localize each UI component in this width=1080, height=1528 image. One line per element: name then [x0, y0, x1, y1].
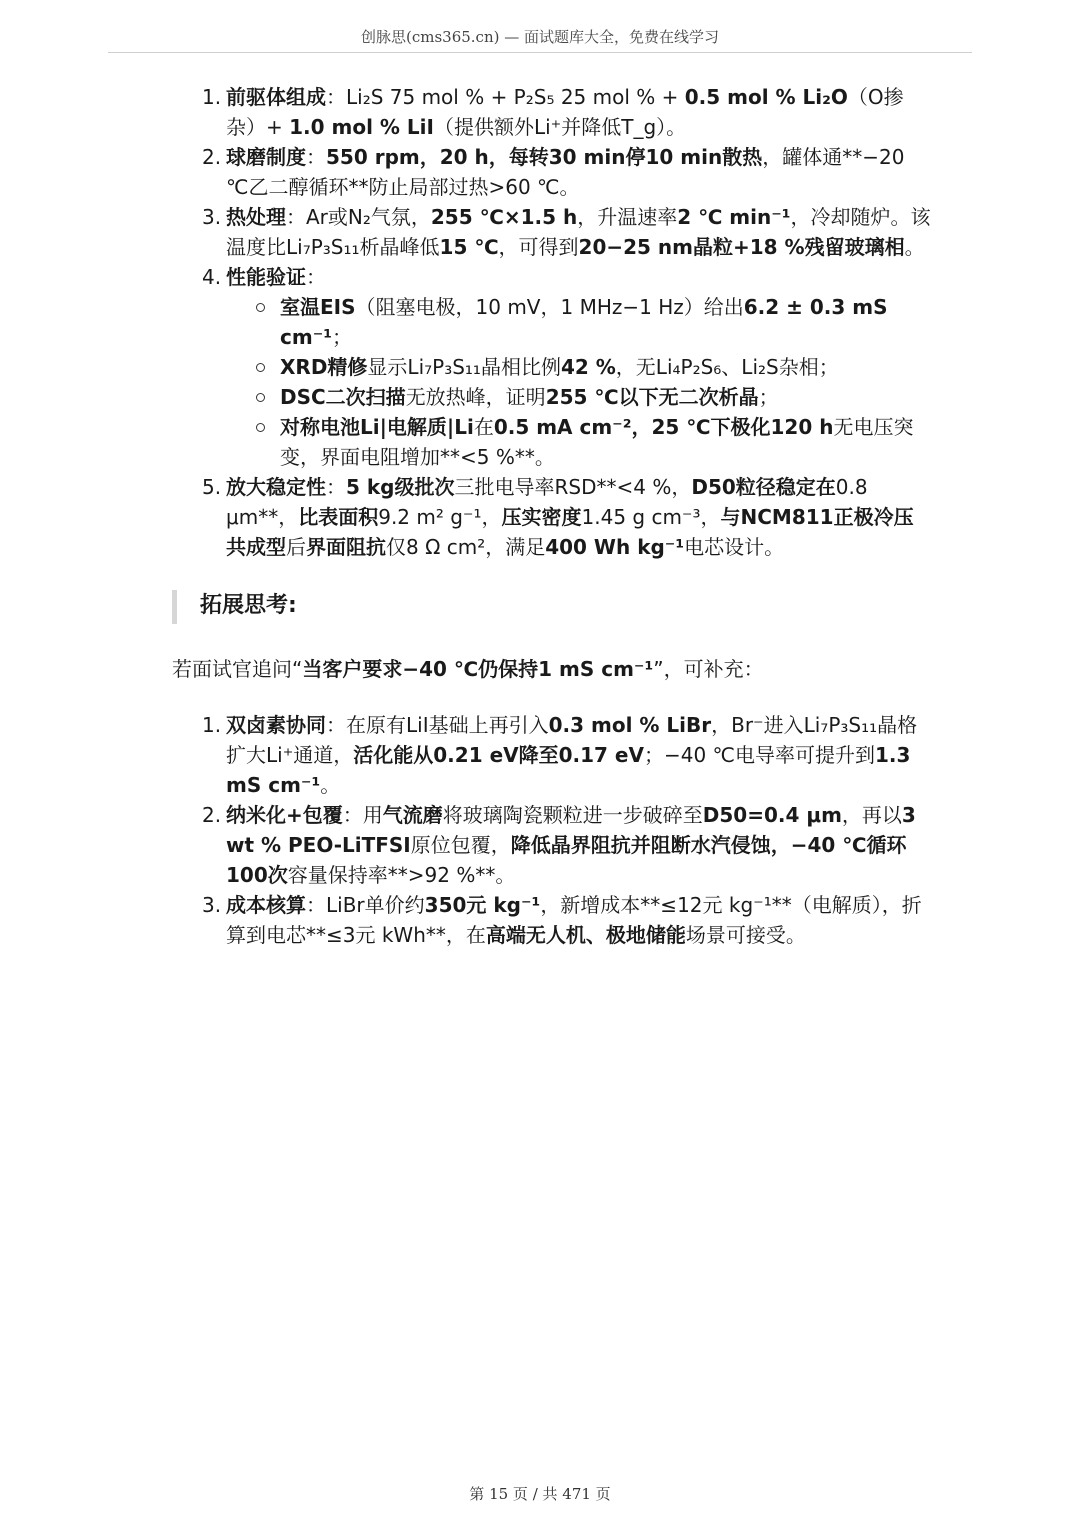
list-item: [172, 82, 932, 142]
procedure-list: [172, 82, 932, 562]
bold-text: 0.5 mol % Li₂O: [684, 85, 848, 109]
item-text: ；: [332, 325, 353, 349]
item-text: （提供额外Li⁺并降低T_g）。: [433, 115, 687, 139]
item-text: 无电压突变，界面电阻增加**<5 %**。: [280, 415, 914, 469]
item-text: 电芯设计。: [684, 535, 785, 559]
bold-text: 42 %: [560, 355, 616, 379]
bold-text: 1.0 mol % LiI: [289, 115, 434, 139]
bold-text: 400 Wh kg⁻¹: [545, 535, 685, 559]
list-item: [172, 472, 932, 562]
item-text: 显示Li₇P₃S₁₁晶相比例: [367, 355, 561, 379]
item-text: ：: [306, 145, 326, 169]
item-label: 纳米化+包覆: [226, 803, 343, 827]
item-text: 若面试官追问“: [172, 657, 303, 681]
item-text: ：Ar或N₂气氛，: [286, 205, 431, 229]
bold-text: D50粒径稳定在: [691, 475, 836, 499]
item-number: 4.: [202, 265, 222, 289]
extension-list: [172, 710, 932, 950]
bold-text: 0.5 mA cm⁻²，25 ℃下极化120 h: [493, 415, 834, 439]
sub-list-item: [172, 382, 932, 412]
bold-text: 255 ℃以下无二次析晶: [545, 385, 759, 409]
bold-text: 对称电池Li|电解质|Li: [280, 415, 474, 439]
item-text: 三批电导率RSD**<4 %，: [454, 475, 692, 499]
sub-list: [226, 292, 932, 472]
item-text: 场景可接受。: [685, 923, 806, 947]
item-label: 前驱体组成: [226, 85, 326, 109]
item-text: ：用: [342, 803, 383, 827]
item-number: 3.: [202, 893, 222, 917]
item-text: （O掺杂）+: [226, 85, 904, 139]
bold-text: 室温EIS: [280, 295, 356, 319]
item-text: ：: [306, 265, 326, 289]
item-label: 成本核算: [226, 893, 306, 917]
item-label: 球磨制度: [226, 145, 306, 169]
bold-text: 550 rpm，20 h，每转30 min停10 min散热: [326, 145, 763, 169]
bold-text: 6.2 ± 0.3 mS cm⁻¹: [280, 295, 888, 349]
item-text: 容量保持率**>92 %**。: [287, 863, 516, 887]
item-label: 双卤素协同: [226, 713, 326, 737]
bold-text: 活化能从0.21 eV降至0.17 eV: [353, 743, 644, 767]
item-text: ，罐体通**−20 ℃乙二醇循环**防止局部过热>60 ℃。: [226, 145, 905, 199]
list-item: [172, 142, 932, 202]
heading-bar: [172, 590, 177, 624]
bold-text: XRD精修: [280, 355, 368, 379]
bold-text: 压实密度: [501, 505, 582, 529]
item-text: 在: [473, 415, 494, 439]
bold-text: 界面阻抗: [306, 535, 386, 559]
list-item: [172, 890, 932, 950]
bold-text: 降低晶界阻抗并阻断水汽侵蚀，−40 ℃循环100次: [226, 833, 907, 887]
item-number: 2.: [202, 803, 222, 827]
item-text: 无放热峰，证明: [405, 385, 546, 409]
item-text: ，可得到: [498, 235, 579, 259]
list-item: [172, 202, 932, 262]
bold-text: 20−25 nm晶粒+18 %残留玻璃相: [578, 235, 905, 259]
item-text: ，新增成本**≤12元 kg⁻¹**（电解质），折算到电芯**≤3元 kWh**，在: [226, 893, 922, 947]
item-number: 5.: [202, 475, 222, 499]
bold-text: 350元 kg⁻¹: [424, 893, 541, 917]
bullet-icon: [256, 423, 265, 432]
header-divider: [108, 52, 972, 53]
bold-text: 比表面积: [298, 505, 379, 529]
bold-text: 3 wt % PEO-LiTFSI: [226, 803, 916, 857]
item-text: ，冷却随炉。该温度比Li₇P₃S₁₁析晶峰低: [226, 205, 931, 259]
page-footer: 第 15 页 / 共 471 页: [469, 1485, 611, 1503]
bold-text: 2 ℃ min⁻¹: [677, 205, 791, 229]
bold-text: 1.3 mS cm⁻¹: [226, 743, 911, 797]
sub-list-item: [172, 412, 932, 472]
item-label: 热处理: [226, 205, 286, 229]
list-item: [172, 710, 932, 800]
bold-text: D50=0.4 μm: [702, 803, 842, 827]
bold-text: 与NCM811正极冷压共成型: [226, 505, 914, 559]
page-header: 创脉思(cms365.cn) — 面试题库大全，免费在线学习: [360, 28, 720, 46]
item-text: ；−40 ℃电导率可提升到: [643, 743, 875, 767]
item-text: ；: [758, 385, 779, 409]
bold-text: 0.3 mol % LiBr: [548, 713, 712, 737]
list-item: [172, 800, 932, 890]
sub-list-item: [172, 292, 932, 352]
list-item: [172, 262, 932, 472]
item-text: 0.8 μm**，: [226, 475, 868, 529]
item-text: ，Br⁻进入Li₇P₃S₁₁晶格扩大Li⁺通道，: [226, 713, 918, 767]
section-title: 拓展思考:: [200, 593, 297, 618]
bold-text: 高端无人机、极地储能: [485, 923, 686, 947]
section-heading: [172, 588, 932, 624]
item-text: 原位包覆，: [410, 833, 511, 857]
item-number: 1.: [202, 713, 222, 737]
item-label: 性能验证: [226, 265, 306, 289]
bold-text: 15 ℃: [439, 235, 499, 259]
bold-text: DSC二次扫描: [280, 385, 406, 409]
item-text: ，再以: [841, 803, 902, 827]
item-text: ，升温速率: [577, 205, 678, 229]
item-text: 将玻璃陶瓷颗粒进一步破碎至: [442, 803, 703, 827]
item-text: 1.45 g cm⁻³，: [581, 505, 721, 529]
bold-text: 当客户要求−40 ℃仍保持1 mS cm⁻¹: [302, 657, 654, 681]
item-number: 1.: [202, 85, 222, 109]
item-number: 3.: [202, 205, 222, 229]
item-number: 2.: [202, 145, 222, 169]
bullet-icon: [256, 363, 265, 372]
item-text: （阻塞电极，10 mV，1 MHz−1 Hz）给出: [355, 295, 744, 319]
item-label: 放大稳定性: [226, 475, 326, 499]
bold-text: 气流磨: [382, 803, 443, 827]
intro-paragraph: [172, 654, 932, 684]
item-text: ：在原有LiI基础上再引入: [326, 713, 549, 737]
item-text: ”，可补充：: [653, 657, 764, 681]
bold-text: 5 kg级批次: [346, 475, 455, 499]
item-text: 仅8 Ω cm²，满足: [386, 535, 546, 559]
item-text: ：: [326, 475, 346, 499]
document-body: [172, 82, 932, 950]
bullet-icon: [256, 393, 265, 402]
item-text: 。: [320, 773, 341, 797]
item-text: ：LiBr单价约: [306, 893, 425, 917]
item-text: ，无Li₄P₂S₆、Li₂S杂相；: [615, 355, 839, 379]
sub-list-item: [172, 352, 932, 382]
item-text: ：Li₂S 75 mol % + P₂S₅ 25 mol % +: [326, 85, 685, 109]
item-text: 。: [904, 235, 925, 259]
item-text: 后: [286, 535, 306, 559]
bold-text: 255 ℃×1.5 h: [430, 205, 578, 229]
bullet-icon: [256, 303, 265, 312]
item-text: 9.2 m² g⁻¹，: [378, 505, 502, 529]
